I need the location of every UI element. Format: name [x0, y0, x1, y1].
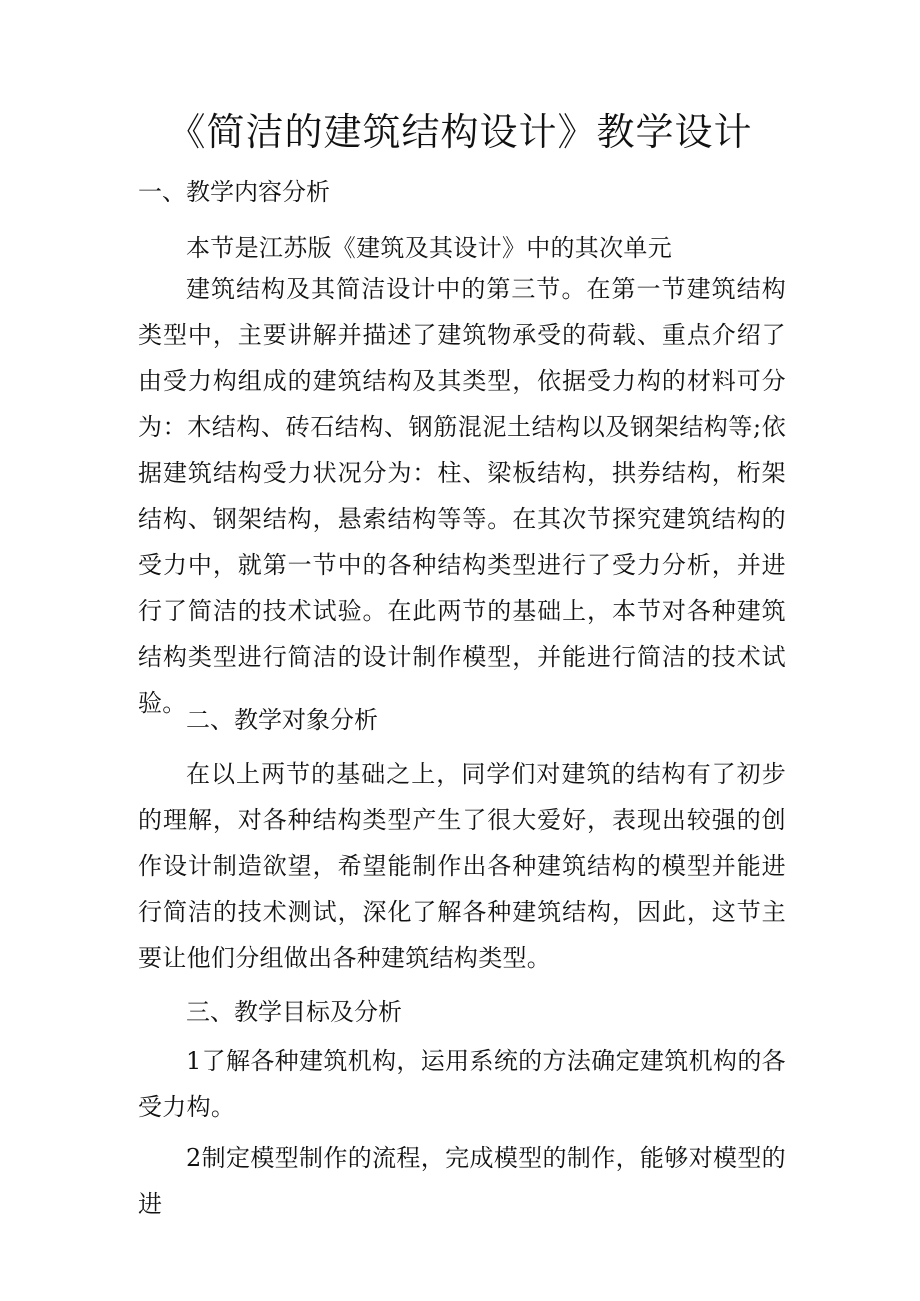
section-1-paragraph-1: 本节是江苏版《建筑及其设计》中的其次单元 — [186, 234, 672, 262]
section-3-heading: 三、教学目标及分析 — [186, 998, 402, 1026]
section-1-heading: 一、教学内容分析 — [138, 178, 330, 206]
section-1-paragraph-2: 建筑结构及其简洁设计中的第三节。在第一节建筑结构类型中，主要讲解并描述了建筑物承受的荷载、重点介绍了由受力构组成的建筑结构及其类型，依据受力构的材料可分为：木结构、砖石结构、钢筋混泥土结构以及钢架结构等;依据建筑结构受力状况分为：柱、梁板结构，拱券结构，桁架结构、钢架结构，悬索结构等等。在其次节探究建筑结构的受力中，就第一节中的各种结构类型进行了受力分析，并进行了简洁的技术试验。在此两节的基础上，本节对各种建筑结构类型进行简洁的设计制作模型，并能进行简洁的技术试验。 — [138, 275, 786, 717]
section-2-paragraph-1: 在以上两节的基础之上，同学们对建筑的结构有了初步的理解，对各种结构类型产生了很大爱好，表现出较强的创作设计制造欲望，希望能制作出各种建筑结构的模型并能进行简洁的技术测试，深化了解各种建筑结构，因此，这节主要让他们分组做出各种建筑结构类型。 — [138, 760, 786, 972]
document-title: 《简洁的建筑结构设计》教学设计 — [167, 110, 753, 154]
section-2-heading: 二、教学对象分析 — [186, 706, 378, 734]
section-3-item-1: 1了解各种建筑机构，运用系统的方法确定建筑机构的各受力构。 — [138, 1047, 786, 1121]
section-3-item-2: 2制定模型制作的流程，完成模型的制作，能够对模型的进 — [138, 1144, 786, 1218]
